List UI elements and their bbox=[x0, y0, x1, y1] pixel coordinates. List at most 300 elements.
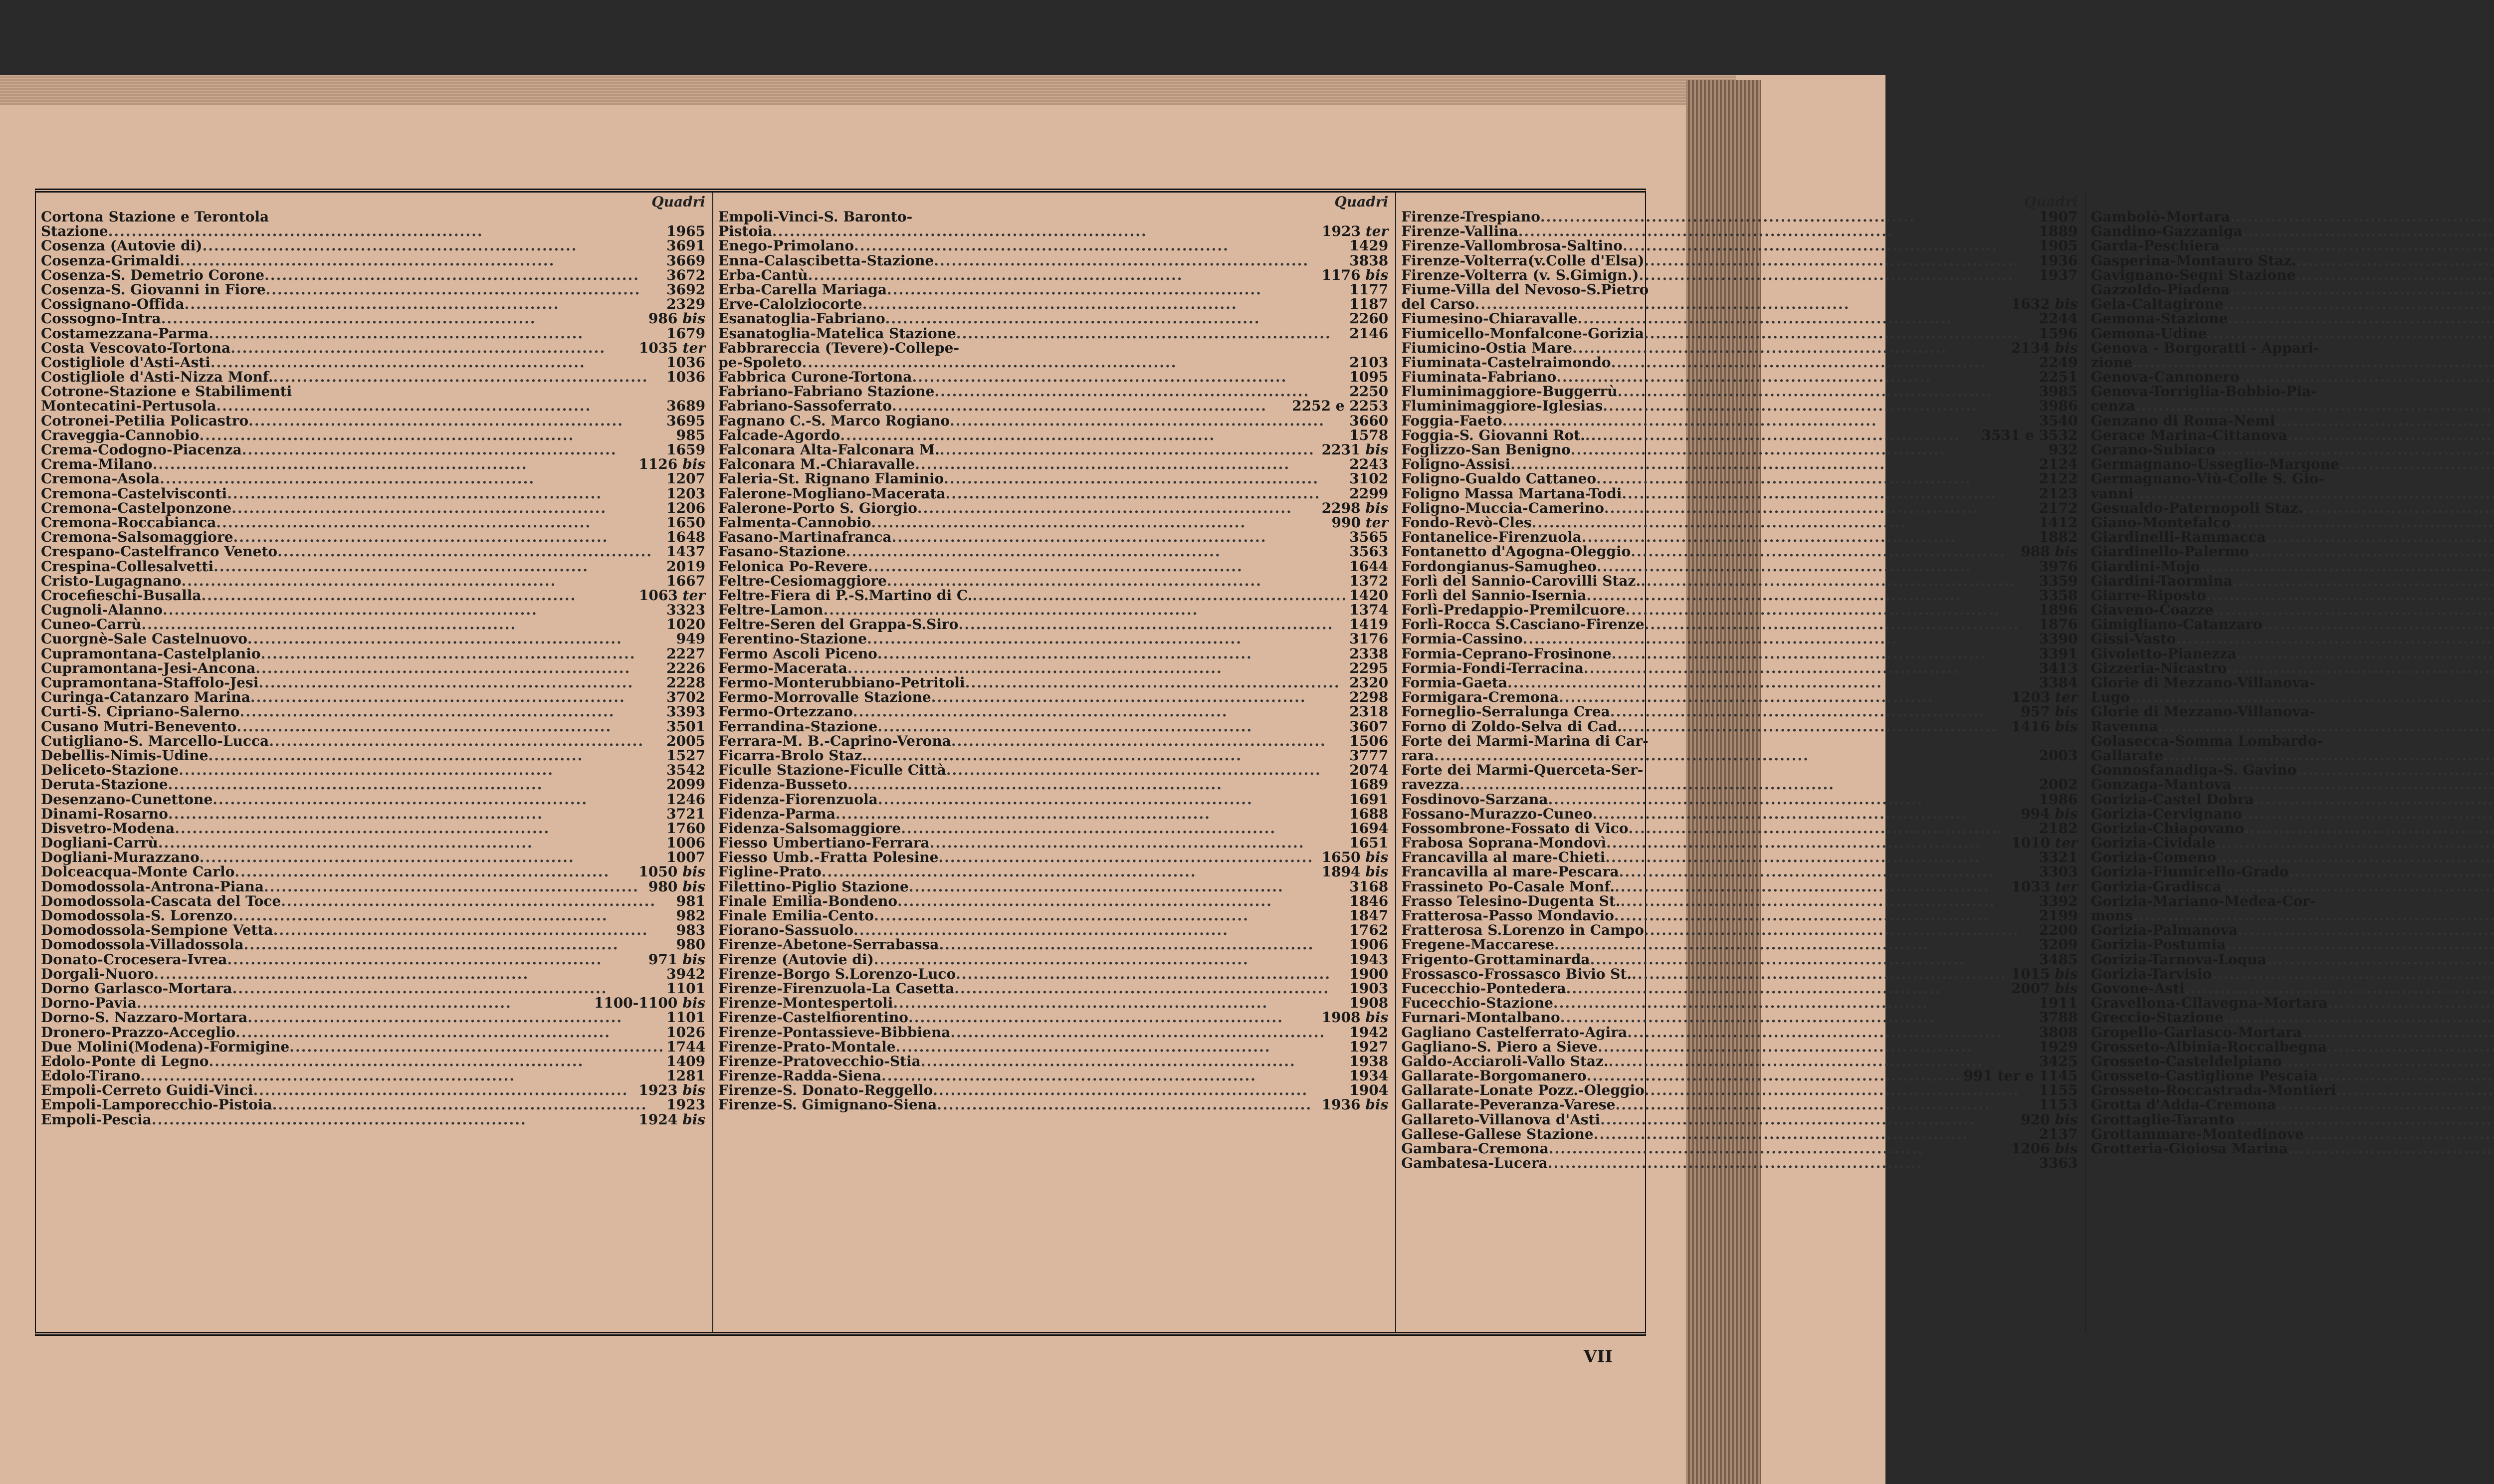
entry-number: 1126 bis bbox=[638, 456, 706, 473]
entry-name: Dorno-S. Nazzaro-Mortara bbox=[41, 1009, 248, 1026]
leader-dots bbox=[1548, 792, 2037, 807]
index-entry bbox=[718, 967, 1388, 981]
entry-number: 988 bis bbox=[2021, 543, 2078, 560]
entry-name: Fiorano-Sassuolo bbox=[718, 922, 854, 939]
index-entry bbox=[1401, 370, 2078, 384]
entry-name: Dinami-Rosarno bbox=[41, 805, 168, 822]
index-entry bbox=[1401, 311, 2078, 326]
entry-name: Fidenza-Parma bbox=[718, 805, 835, 822]
entry-name: Costigliole d'Asti-Nizza Monf. bbox=[41, 369, 273, 386]
index-entry bbox=[718, 471, 1388, 486]
entry-name: Frasso Telesino-Dugenta St. bbox=[1401, 892, 1621, 909]
entry-number: 1036 bbox=[666, 354, 706, 371]
entry-name: Ferrara-M. B.-Caprino-Verona bbox=[718, 732, 951, 749]
index-entry bbox=[718, 952, 1388, 967]
leader-dots bbox=[2230, 282, 2494, 297]
leader-dots bbox=[956, 967, 1347, 981]
leader-dots bbox=[2302, 1025, 2494, 1040]
entry-name: Cremona-Asola bbox=[41, 470, 160, 487]
leader-dots bbox=[1571, 442, 2047, 457]
entry-name: Gropello-Garlasco-Mortara bbox=[2090, 1024, 2302, 1041]
index-entry bbox=[718, 530, 1388, 544]
entry-name: Giano-Montefalco bbox=[2090, 514, 2231, 531]
entry-number: 2249 bbox=[2039, 354, 2078, 371]
entry-name: Gorizia-Cividale bbox=[2090, 835, 2216, 851]
entry-name: Cusano Mutri-Benevento bbox=[41, 718, 237, 735]
leader-dots bbox=[1626, 603, 2037, 617]
index-entry bbox=[41, 384, 705, 399]
index-entry bbox=[41, 311, 705, 326]
leader-dots bbox=[972, 588, 1347, 603]
entry-number: 3721 bbox=[666, 805, 706, 822]
entry-name: Gorizia-Palmanova bbox=[2090, 922, 2238, 939]
leader-dots bbox=[944, 471, 1347, 486]
entry-number: 3563 bbox=[1349, 543, 1389, 560]
entry-number: 986 bis bbox=[648, 310, 706, 327]
index-entry bbox=[718, 384, 1388, 399]
leader-dots bbox=[232, 981, 665, 996]
leader-dots bbox=[2158, 719, 2494, 734]
index-entry bbox=[2091, 1025, 2494, 1040]
entry-number: 3392 bbox=[2039, 892, 2078, 909]
leader-dots bbox=[1559, 690, 2009, 704]
entry-name: Gorizia-Cervignano bbox=[2090, 805, 2242, 822]
index-entry bbox=[718, 1010, 1388, 1025]
leader-dots bbox=[2133, 486, 2494, 501]
leader-dots bbox=[1586, 588, 2037, 603]
entry-name: Crema-Milano bbox=[41, 456, 153, 473]
leader-dots bbox=[235, 1025, 664, 1040]
entry-number: 1006 bbox=[666, 835, 706, 851]
entry-name: Fontanelice-Firenzuola bbox=[1401, 529, 1582, 546]
leader-dots bbox=[2339, 457, 2494, 471]
entry-name: Grosseto-Roccastrada-Montieri bbox=[2090, 1082, 2336, 1099]
entry-name: Cutigliano-S. Marcello-Lucca bbox=[41, 732, 269, 749]
entry-name: Feltre-Fiera di P.-S.Martino di C. bbox=[718, 587, 973, 604]
leader-dots bbox=[802, 355, 1348, 370]
index-entry bbox=[41, 210, 705, 224]
leader-dots bbox=[210, 355, 664, 370]
index-entry bbox=[41, 414, 705, 428]
entry-name: Costamezzana-Parma bbox=[41, 325, 209, 342]
index-entry bbox=[41, 690, 705, 704]
entry-number: 2298 bbox=[1349, 689, 1389, 706]
leader-dots bbox=[216, 399, 665, 413]
entry-number: 1965 bbox=[666, 223, 706, 240]
entry-number: 1905 bbox=[2039, 237, 2078, 254]
index-entry bbox=[718, 370, 1388, 384]
index-entry bbox=[1401, 588, 2078, 603]
leader-dots bbox=[1554, 937, 2037, 952]
entry-name: Erve-Calolziocorte bbox=[718, 296, 862, 313]
entry-name: Firenze-Prato-Montale bbox=[718, 1038, 896, 1055]
entry-number: 1429 bbox=[1349, 237, 1389, 254]
entry-name: Cremona-Castelponzone bbox=[41, 499, 232, 516]
index-entry bbox=[2091, 792, 2494, 807]
entry-name: Gallareto-Villanova d'Asti bbox=[1401, 1111, 1601, 1128]
leader-dots bbox=[1553, 996, 2037, 1010]
entry-number: 1679 bbox=[666, 325, 706, 342]
entry-number: 980 bis bbox=[648, 878, 706, 895]
index-entry bbox=[718, 690, 1388, 704]
index-entry bbox=[718, 1068, 1388, 1083]
leader-dots bbox=[234, 864, 636, 879]
entry-number: 1908 bbox=[1349, 995, 1389, 1012]
entry-name: Foglizzo-San Benigno bbox=[1401, 441, 1571, 458]
index-entry bbox=[41, 1054, 705, 1068]
leader-dots bbox=[1604, 501, 2037, 515]
entry-number: 2227 bbox=[666, 645, 706, 662]
index-entry bbox=[41, 952, 705, 967]
entry-number: 2124 bbox=[2039, 456, 2078, 473]
leader-dots bbox=[2242, 807, 2494, 821]
index-entry bbox=[2091, 690, 2494, 704]
index-entry bbox=[2091, 850, 2494, 864]
entry-name: Frigento-Grottaminarda bbox=[1401, 951, 1590, 968]
entry-name: Cortona Stazione e Terontola bbox=[41, 209, 269, 225]
index-entry bbox=[718, 675, 1388, 690]
entry-number: 3695 bbox=[666, 412, 706, 429]
index-entry bbox=[1401, 399, 2078, 413]
index-entry bbox=[718, 1040, 1388, 1054]
entry-name: Empoli-Cerreto Guidi-Vinci bbox=[41, 1082, 253, 1099]
entry-name: Forte dei Marmi-Marina di Car- bbox=[1401, 732, 1649, 749]
leader-dots bbox=[2266, 530, 2494, 544]
leader-dots bbox=[1610, 704, 2019, 719]
leader-dots bbox=[934, 384, 1347, 399]
entry-number: 1419 bbox=[1349, 616, 1389, 633]
index-entry bbox=[1401, 282, 2078, 297]
entry-number: 2099 bbox=[666, 776, 706, 793]
entry-name: Domodossola-Sempione Vetta bbox=[41, 922, 273, 939]
leader-dots bbox=[202, 588, 637, 603]
entry-name: Firenze-S. Donato-Reggello bbox=[718, 1082, 933, 1099]
entry-number: 1203 ter bbox=[2011, 689, 2078, 706]
index-entry bbox=[1401, 1083, 2078, 1097]
entry-number: 1155 bbox=[2039, 1082, 2078, 1099]
index-entry bbox=[2091, 544, 2494, 559]
entry-number: 2182 bbox=[2039, 820, 2078, 837]
index-entry bbox=[41, 632, 705, 646]
index-entry bbox=[718, 792, 1388, 807]
entry-name: Dogliani-Carrù bbox=[41, 835, 158, 851]
entry-name: Giardinelli-Rammacca bbox=[2090, 529, 2266, 546]
index-entry bbox=[1401, 1141, 2078, 1156]
leader-dots bbox=[874, 952, 1347, 967]
entry-number: 1694 bbox=[1349, 820, 1389, 837]
entry-name: Empoli-Lamporecchio-Pistoia bbox=[41, 1096, 272, 1113]
index-entry bbox=[718, 355, 1388, 370]
index-entry bbox=[41, 486, 705, 501]
entry-number: 3384 bbox=[2039, 674, 2078, 691]
leader-dots bbox=[2267, 952, 2494, 967]
index-column-1 bbox=[36, 193, 713, 1332]
index-entry bbox=[2091, 777, 2494, 792]
entry-name: Gazzoldo-Piadena bbox=[2090, 281, 2230, 298]
leader-dots bbox=[168, 777, 665, 792]
entry-name: Enna-Calascibetta-Stazione bbox=[718, 252, 934, 269]
entry-name: Gagliano-S. Piero a Sieve bbox=[1401, 1038, 1598, 1055]
index-entry bbox=[1401, 923, 2078, 937]
index-entry bbox=[41, 471, 705, 486]
entry-number: 3777 bbox=[1349, 747, 1389, 764]
leader-dots bbox=[1507, 675, 2037, 690]
entry-number: 3359 bbox=[2039, 572, 2078, 589]
entry-number: 3176 bbox=[1349, 631, 1389, 647]
index-entry bbox=[718, 996, 1388, 1010]
entry-number: 2338 bbox=[1349, 645, 1389, 662]
entry-name: Fiuminata-Fabriano bbox=[1401, 369, 1557, 386]
leader-dots bbox=[1644, 253, 2037, 268]
index-entry bbox=[718, 588, 1388, 603]
index-entry bbox=[718, 807, 1388, 821]
entry-number: 1986 bbox=[2039, 791, 2078, 808]
leader-dots bbox=[808, 268, 1320, 282]
entry-number: 1372 bbox=[1349, 572, 1389, 589]
index-entry bbox=[2091, 442, 2494, 457]
index-entry bbox=[41, 821, 705, 836]
entry-number: 1026 bbox=[666, 1024, 706, 1041]
entry-number: 1203 bbox=[666, 485, 706, 502]
entry-number: 1911 bbox=[2039, 995, 2078, 1012]
index-entry bbox=[2091, 646, 2494, 661]
entry-number: 1943 bbox=[1349, 951, 1389, 968]
leader-dots bbox=[2288, 864, 2494, 879]
index-entry bbox=[2091, 268, 2494, 282]
index-entry bbox=[41, 326, 705, 341]
entry-name: Forlì del Sannio-Carovilli Staz. bbox=[1401, 572, 1641, 589]
leader-dots bbox=[2231, 515, 2494, 530]
entry-name: Feltre-Seren del Grappa-S.Siro bbox=[718, 616, 959, 633]
entry-name: Firenze-Pontassieve-Bibbiena bbox=[718, 1024, 951, 1041]
index-entry bbox=[718, 559, 1388, 574]
index-entry bbox=[2091, 471, 2494, 486]
entry-name: zione bbox=[2090, 354, 2132, 371]
leader-dots bbox=[158, 836, 664, 850]
index-entry bbox=[1401, 238, 2078, 253]
leader-dots bbox=[1616, 1097, 2037, 1112]
entry-name: Grosseto-Albinia-Roccalbegna bbox=[2090, 1038, 2327, 1055]
leader-dots bbox=[1605, 850, 2037, 864]
index-entry bbox=[41, 1010, 705, 1025]
leader-dots bbox=[917, 501, 1320, 515]
index-entry bbox=[1401, 836, 2078, 850]
entry-number: 2074 bbox=[1349, 762, 1389, 779]
entry-name: Falconara Alta-Falconara M. bbox=[718, 441, 940, 458]
entry-name: Furnari-Montalbano bbox=[1401, 1009, 1560, 1026]
entry-name: Foligno Massa Martana-Todi bbox=[1401, 485, 1622, 502]
entry-name: Firenze-Vallina bbox=[1401, 223, 1518, 240]
entry-number: 1900 bbox=[1349, 965, 1389, 982]
entry-number: 1876 bbox=[2039, 616, 2078, 633]
entry-number: 3607 bbox=[1349, 718, 1389, 735]
entry-name: Grosseto-Castiglione Pescaia bbox=[2090, 1067, 2318, 1084]
index-entry bbox=[2091, 384, 2494, 399]
index-entry bbox=[2091, 908, 2494, 923]
entry-number: 2243 bbox=[1349, 456, 1389, 473]
entry-name: Fidenza-Salsomaggiore bbox=[718, 820, 901, 837]
index-entry bbox=[718, 704, 1388, 719]
entry-name: Gallarate-Peveranza-Varese bbox=[1401, 1096, 1616, 1113]
index-entry bbox=[2091, 967, 2494, 981]
leader-dots bbox=[2224, 297, 2494, 311]
entry-name: Disvetro-Modena bbox=[41, 820, 175, 837]
index-entry bbox=[718, 646, 1388, 661]
index-entry bbox=[2091, 574, 2494, 588]
entry-number: 2103 bbox=[1349, 354, 1389, 371]
entry-number: 2002 bbox=[2039, 776, 2078, 793]
entry-name: Fluminimaggiore-Buggerrù bbox=[1401, 383, 1618, 400]
entry-name: Cugnoli-Alanno bbox=[41, 602, 163, 619]
index-entry bbox=[41, 282, 705, 297]
entry-number: 3986 bbox=[2039, 398, 2078, 415]
index-entry bbox=[2091, 530, 2494, 544]
index-entry bbox=[718, 937, 1388, 952]
leader-dots bbox=[2228, 311, 2494, 326]
entry-number: 1882 bbox=[2039, 529, 2078, 546]
entry-number: 2320 bbox=[1349, 674, 1389, 691]
leader-dots bbox=[2282, 1054, 2494, 1068]
index-entry bbox=[41, 501, 705, 515]
entry-number: 2231 bis bbox=[1321, 441, 1389, 458]
leader-dots bbox=[258, 675, 664, 690]
leader-dots bbox=[2212, 967, 2494, 981]
entry-name: Gizzeria-Nicastro bbox=[2090, 659, 2227, 676]
index-entry bbox=[718, 748, 1388, 763]
entry-name: Gallarate-Lonate Pozz.-Oleggio bbox=[1401, 1082, 1645, 1099]
index-entry bbox=[1401, 864, 2078, 879]
entry-name: Gorizia-Comeno bbox=[2090, 849, 2217, 866]
leader-dots bbox=[896, 1040, 1348, 1054]
index-entry bbox=[2091, 297, 2494, 311]
leader-dots bbox=[154, 967, 664, 981]
entry-name: rara bbox=[1401, 747, 1435, 764]
leader-dots bbox=[835, 807, 1347, 821]
index-entry bbox=[2091, 559, 2494, 574]
index-entry bbox=[718, 894, 1388, 908]
index-entry bbox=[41, 399, 705, 413]
leader-dots bbox=[892, 399, 1290, 413]
leader-dots bbox=[227, 486, 664, 501]
leader-dots bbox=[867, 748, 1347, 763]
leader-dots bbox=[862, 297, 1348, 311]
index-entry bbox=[2091, 282, 2494, 297]
entry-name: Gravellona-Cilavegna-Mortara bbox=[2090, 995, 2328, 1012]
entry-name: Debellis-Nimis-Udine bbox=[41, 747, 208, 764]
index-entry bbox=[2091, 821, 2494, 836]
entry-name: Grottaglie-Taranto bbox=[2090, 1111, 2235, 1128]
leader-dots bbox=[272, 1097, 664, 1112]
entry-name: Falmenta-Cannobio bbox=[718, 514, 871, 531]
index-entry bbox=[2091, 981, 2494, 996]
leader-dots bbox=[878, 792, 1347, 807]
index-entry bbox=[41, 675, 705, 690]
entry-name: Empoli-Vinci-S. Baronto- bbox=[718, 209, 913, 225]
index-entry bbox=[2091, 836, 2494, 850]
entry-name: Gallarate bbox=[2090, 747, 2163, 764]
index-entry bbox=[718, 719, 1388, 734]
entry-name: Garda-Peschiera bbox=[2090, 237, 2220, 254]
leader-dots bbox=[200, 850, 664, 864]
entry-number: 1095 bbox=[1349, 369, 1389, 386]
entry-name: Gandino-Gazzaniga bbox=[2090, 223, 2243, 240]
entry-name: Forlì-Rocca S.Casciano-Firenze bbox=[1401, 616, 1645, 633]
entry-name: Forlì-Predappio-Premilcuore bbox=[1401, 602, 1626, 619]
index-entry bbox=[41, 428, 705, 442]
entry-number: 3702 bbox=[666, 689, 706, 706]
index-entry bbox=[1401, 937, 2078, 952]
entry-number: 920 bis bbox=[2021, 1111, 2078, 1128]
leader-dots bbox=[2237, 646, 2494, 661]
entry-name: Cremona-Roccabianca bbox=[41, 514, 216, 531]
index-entry bbox=[1401, 646, 2078, 661]
entry-name: Filettino-Piglio Stazione bbox=[718, 878, 909, 895]
leader-dots bbox=[1532, 515, 2037, 530]
index-entry bbox=[2091, 632, 2494, 646]
entry-name: Esanatoglia-Fabriano bbox=[718, 310, 885, 327]
entry-name: Finale Emilia-Bondeno bbox=[718, 892, 898, 909]
leader-dots bbox=[881, 1068, 1347, 1083]
entry-name: Domodossola-Cascata del Toce bbox=[41, 892, 281, 909]
leader-dots bbox=[2304, 1127, 2494, 1141]
entry-number: 1020 bbox=[666, 616, 706, 633]
leader-dots bbox=[264, 879, 646, 894]
entry-name: Dolceacqua-Monte Carlo bbox=[41, 863, 235, 880]
index-entry bbox=[41, 341, 705, 355]
entry-name: Cossogno-Intra bbox=[41, 310, 161, 327]
entry-number: 3942 bbox=[666, 965, 706, 982]
entry-name: Firenze-Trespiano bbox=[1401, 209, 1540, 225]
leader-dots bbox=[108, 224, 664, 238]
entry-number: 949 bbox=[676, 631, 706, 647]
entry-number: 3485 bbox=[2039, 951, 2078, 968]
entry-number: 1659 bbox=[666, 441, 706, 458]
entry-name: Firenze-Pratovecchio-Stia bbox=[718, 1053, 921, 1069]
entry-name: Giardinello-Palermo bbox=[2090, 543, 2249, 560]
leader-dots bbox=[1644, 923, 2037, 937]
index-entry bbox=[1401, 1127, 2078, 1141]
index-entry bbox=[41, 646, 705, 661]
index-entry bbox=[41, 923, 705, 937]
index-entry bbox=[41, 864, 705, 879]
entry-number: 1929 bbox=[2039, 1038, 2078, 1055]
leader-dots bbox=[1622, 486, 2037, 501]
index-entry bbox=[1401, 224, 2078, 238]
entry-number: 1596 bbox=[2039, 325, 2078, 342]
index-entry bbox=[1401, 428, 2078, 442]
entry-name: Figline-Prato bbox=[718, 863, 822, 880]
index-entry bbox=[1401, 952, 2078, 967]
entry-name: Govone-Asti bbox=[2090, 980, 2185, 997]
leader-dots bbox=[1596, 471, 2037, 486]
column-header: Quadri bbox=[1334, 194, 1389, 210]
index-entry bbox=[1401, 515, 2078, 530]
entry-number: 1938 bbox=[1349, 1053, 1389, 1069]
index-column-2 bbox=[713, 193, 1396, 1332]
entry-name: Gonnosfanadiga-S. Gavino bbox=[2090, 762, 2297, 779]
index-entry bbox=[2091, 1141, 2494, 1156]
entry-name: Firenze-Borgo S.Lorenzo-Luco bbox=[718, 965, 956, 982]
index-entry bbox=[2091, 734, 2494, 748]
entry-number: 1689 bbox=[1349, 776, 1389, 793]
index-entry bbox=[718, 763, 1388, 777]
entry-name: Gemona-Stazione bbox=[2090, 310, 2228, 327]
entry-number: 2329 bbox=[666, 296, 706, 313]
entry-number: 1036 bbox=[666, 369, 706, 386]
index-entry bbox=[1401, 457, 2078, 471]
leader-dots bbox=[208, 1054, 664, 1068]
index-entry bbox=[41, 457, 705, 471]
